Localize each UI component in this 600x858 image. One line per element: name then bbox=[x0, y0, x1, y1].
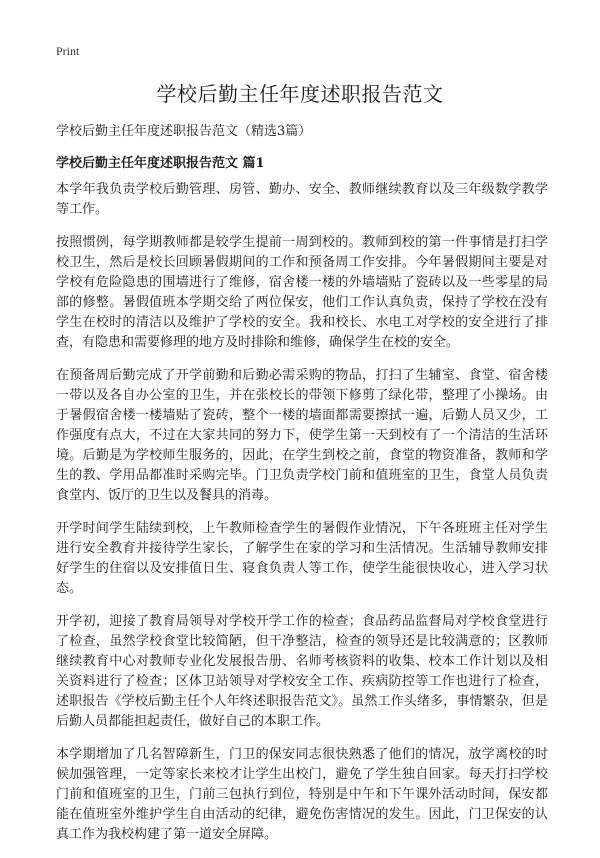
document-body bbox=[56, 180, 548, 858]
paragraph: 开学初，迎接了教育局领导对学校开学工作的检查；食品药品监督局对学校食堂进行了检查，虽然学校食堂比较简陋，但干净整洁，检查的领导还是比较满意的；区教师继续教育中心对教师专业化发展报告册、名师考核资料的收集、校本工作计划以及相关资料进行了检查；区体卫站领导对学校安全工作、疾病防控等工作也进行了检查，述职报告《学校后勤主任个人年终述职报告范文》。虽然工作头绪多，事情繁杂，但是后勤人员都能担起责任，做好自己的本职工作。 bbox=[56, 614, 548, 729]
print-link[interactable]: Print bbox=[56, 44, 80, 58]
paragraph: 本学年我负责学校后勤管理、房管、勤办、安全、教师继续教育以及三年级数学教学等工作。 bbox=[56, 182, 548, 217]
paragraph: 本学期增加了几名智障新生，门卫的保安同志很快熟悉了他们的情况，放学离校的时候加强管理，一定等家长来校才让学生出校门，避免了学生独自回家。每天打扫学校门前和值班室的卫生，门前三包执行到位，特别是中午和下午课外活动时间，保安都能在值班室外维护学生自由活动的纪律，避免伤害情况的发生。因此，门卫保安的认真工作为我校构建了第一道安全屏障。 bbox=[56, 747, 548, 842]
document-title: 学校后勤主任年度述职报告范文 bbox=[156, 82, 444, 106]
paragraph: 按照惯例，每学期教师都是较学生提前一周到校的。教师到校的第一件事情是打扫学校卫生，然后是校长回顾暑假期间的工作和预备周工作安排。今年暑假期间主要是对学校有危险隐患的围墙进行了维修，宿舍楼一楼的外墙墙贴了瓷砖以及一些零星的局部的修整。暑假值班本学期交给了两位保安，他们工作认真负责，保持了学校在没有学生在校时的清洁以及维护了学校的安全。我和校长、水电工对学校的安全进行了排查，有隐患和需要修理的地方及时排除和维修，确保学生在校的安全。 bbox=[56, 235, 548, 350]
paragraph: 在预备周后勤完成了开学前勤和后勤必需采购的物品，打扫了生辅室、食堂、宿舍楼一带以及各自办公室的卫生，并在张校长的带领下修剪了绿化带，整理了小操场。由于暑假宿舍楼一楼墙贴了瓷砖，整个一楼的墙面都需要擦拭一遍，后勤人员又少，工作强度有点大，不过在大家共同的努力下，使学生第一天到校有了一个清洁的生活环境。后勤是为学校师生服务的，因此，在学生到校之前，食堂的物资准备，教师和学生的教、学用品都准时采购完毕。门卫负责学校门前和值班室的卫生，食堂人员负责食堂内、饭厅的卫生以及餐具的消毒。 bbox=[56, 368, 548, 503]
paragraph: 开学时间学生陆续到校，上午教师检查学生的暑假作业情况，下午各班班主任对学生进行安全教育并接待学生家长，了解学生在家的学习和生活情况。生活辅导教师安排好学生的住宿以及安排值日生、寝食负责人等工作，使学生能很快收心，进入学习状态。 bbox=[56, 521, 548, 596]
document-subtitle: 学校后勤主任年度述职报告范文（精选3篇） bbox=[56, 124, 312, 139]
section-heading: 学校后勤主任年度述职报告范文 篇1 bbox=[56, 156, 265, 171]
